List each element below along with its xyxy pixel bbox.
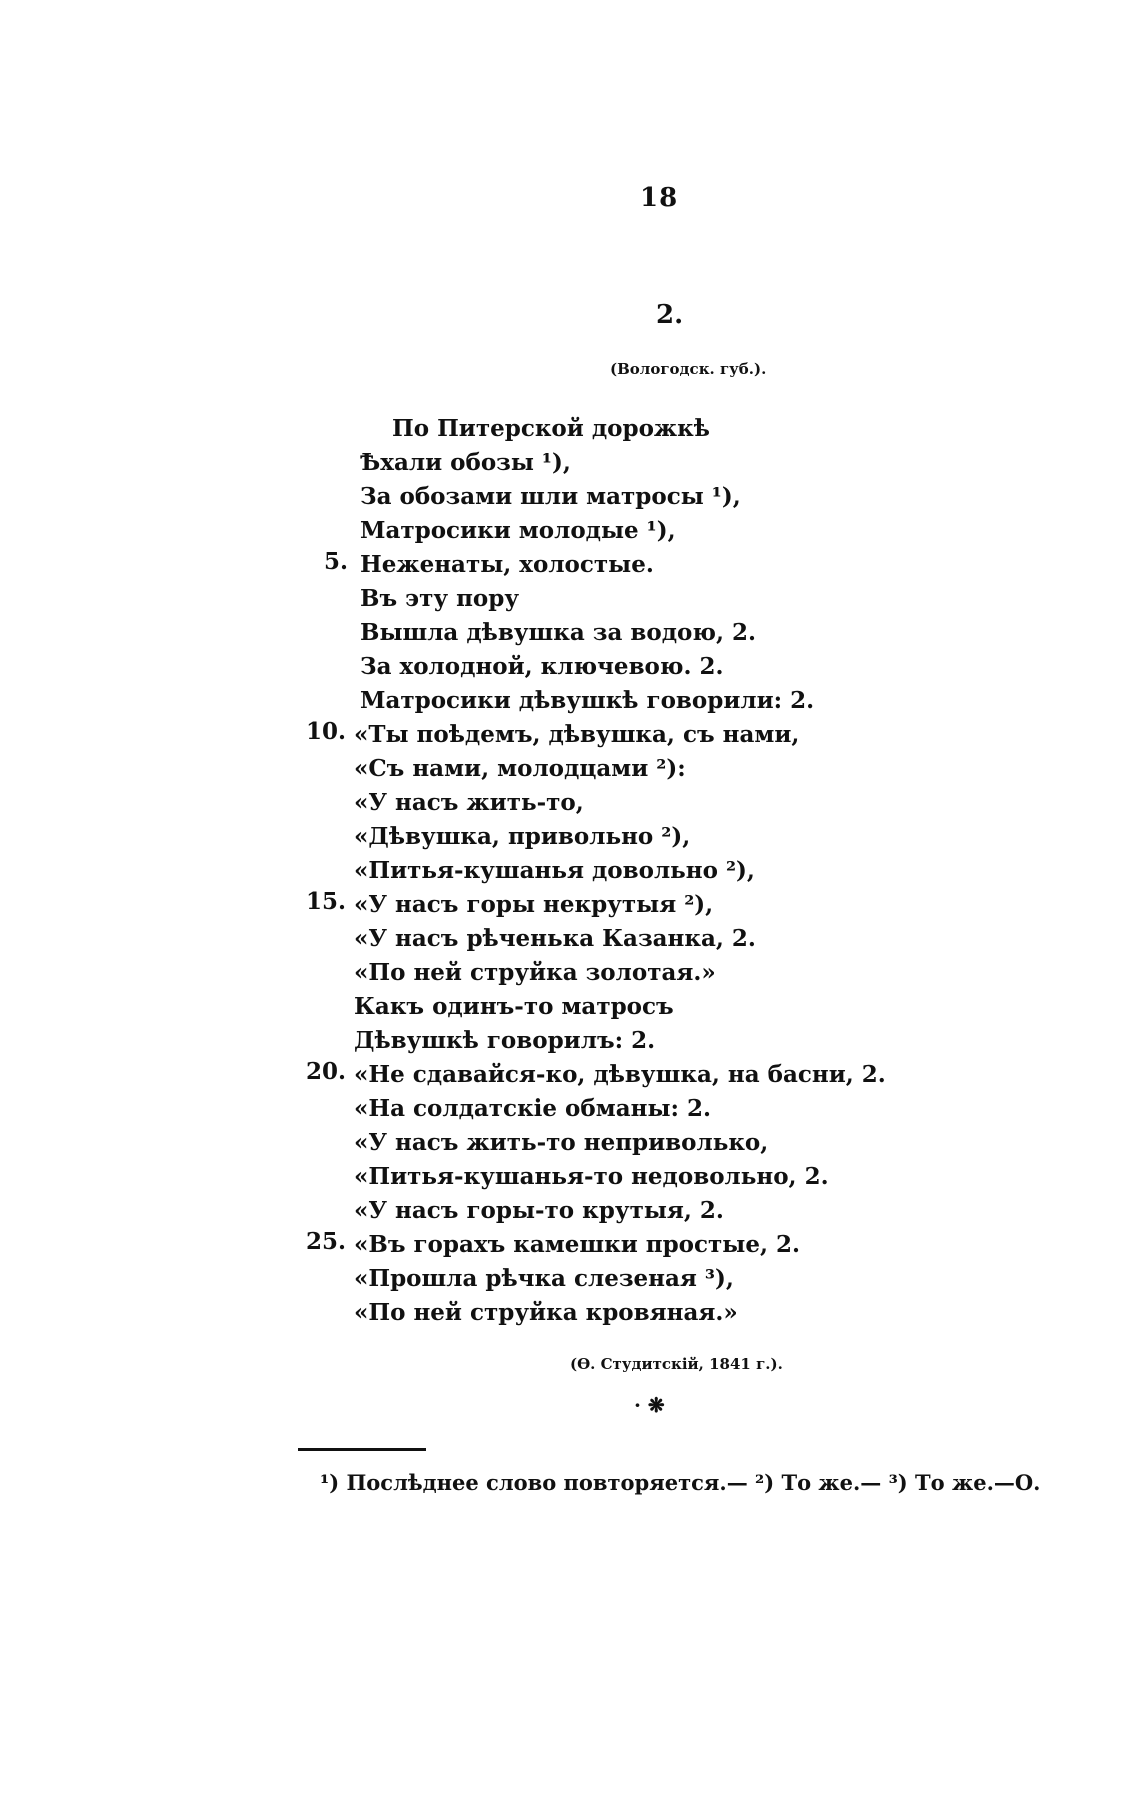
verse-line: Въ эту пору (360, 585, 520, 612)
verse-line: Неженаты, холостые. (360, 551, 654, 578)
verse-line-number: 10. (306, 718, 347, 745)
verse-line: За обозами шли матросы ¹), (360, 483, 741, 510)
verse-line: За холодной, ключевою. 2. (360, 653, 724, 680)
verse-line: «У насъ горы-то крутыя, 2. (354, 1197, 724, 1224)
verse-line: Какъ одинъ-то матросъ (354, 993, 674, 1020)
verse-line: «По ней струйка кровяная.» (354, 1299, 738, 1326)
verse-line: «У насъ жить-то, (354, 789, 584, 816)
verse-line: «У насъ жить-то неприволько, (354, 1129, 769, 1156)
verse-line: «У насъ горы некрутыя ²), (354, 891, 714, 918)
verse-line: Дѣвушкѣ говорилъ: 2. (354, 1027, 656, 1054)
song-number: 2. (656, 300, 684, 330)
verse-line: Ѣхали обозы ¹), (360, 449, 571, 476)
verse-line-number: 20. (306, 1058, 347, 1085)
verse-line-number: 5. (324, 548, 349, 575)
verse-line: «На солдатскіе обманы: 2. (354, 1095, 712, 1122)
verse-line: «Съ нами, молодцами ²): (354, 755, 686, 782)
ornament-glyph: · ❋ (634, 1393, 665, 1417)
verse-line: «Дѣвушка, привольно ²), (354, 823, 691, 850)
verse-line: «Питья-кушанья довольно ²), (354, 857, 755, 884)
verse-line: «Ты поѣдемъ, дѣвушка, съ нами, (354, 721, 800, 748)
verse-line-number: 25. (306, 1228, 347, 1255)
page-number: 18 (640, 183, 679, 213)
footnote-divider (298, 1448, 426, 1451)
verse-line: «По ней струйка золотая.» (354, 959, 716, 986)
verse-line-number: 15. (306, 888, 347, 915)
verse-line: «Не сдавайся-ко, дѣвушка, на басни, 2. (354, 1061, 886, 1088)
verse-line: Матросики молодые ¹), (360, 517, 676, 544)
region-label: (Вологодск. губ.). (610, 360, 767, 378)
verse-line: По Питерской дорожкѣ (392, 415, 710, 442)
verse-line: «Питья-кушанья-то недовольно, 2. (354, 1163, 829, 1190)
verse-line: «Прошла рѣчка слезеная ³), (354, 1265, 734, 1292)
footnote: ¹) Послѣднее слово повторяется.— ²) То же.— ³) То же.—О. (320, 1470, 1041, 1495)
verse-line: «У насъ рѣченька Казанка, 2. (354, 925, 756, 952)
verse-line: Вышла дѣвушка за водою, 2. (360, 619, 756, 646)
verse-line: «Въ горахъ камешки простые, 2. (354, 1231, 800, 1258)
attribution: (Ѳ. Студитскій, 1841 г.). (570, 1355, 783, 1373)
verse-line: Матросики дѣвушкѣ говорили: 2. (360, 687, 815, 714)
